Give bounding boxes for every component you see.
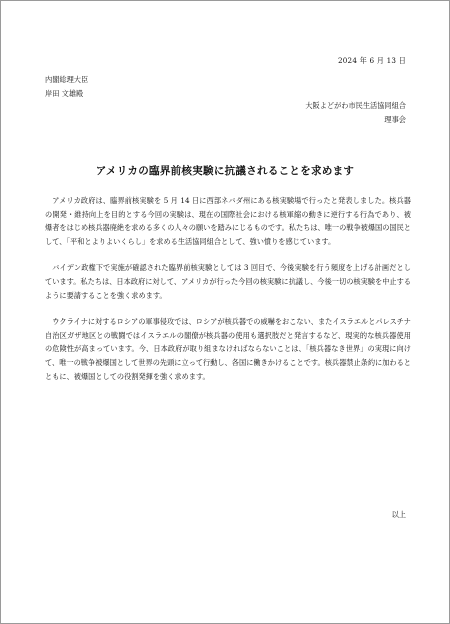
letter-date: 2024 年 6 月 13 日 bbox=[338, 56, 406, 65]
recipient-title: 内閣総理大臣 bbox=[45, 75, 89, 84]
sender-board: 理事会 bbox=[384, 115, 406, 124]
body-paragraph-2: バイデン政権下で実施が確認された臨界前核実験としては 3 回目で、今後実験を行う頻度を上げる計画だとしています。私たちは、日本政府に対して、アメリカが行った今回の核実験に抗議し、今後一切の核実験を中止するように要請することを強く求めます。 bbox=[45, 263, 411, 300]
recipient-name: 岸田 文雄殿 bbox=[45, 89, 84, 98]
sender-organization: 大阪よどがわ市民生活協同組合 bbox=[305, 101, 406, 110]
letter-body bbox=[45, 194, 411, 396]
letter-title: アメリカの臨界前核実験に抗議されることを求めます bbox=[95, 165, 355, 177]
letter-closing: 以上 bbox=[391, 510, 406, 519]
body-paragraph-1: アメリカ政府は、臨界前核実験を 5 月 14 日に西部ネバダ州にある核実験場で行ったと発表しました。核兵器の開発・維持向上を目的とする今回の実験は、現在の国際社会における核軍縮の動きに逆行する行為であり、被爆者をはじめ核兵器廃絶を求める多くの人々の願いを踏みにじるものです。私たちは、唯一の戦争被爆国の国民として、「平和とよりよいくらし」を求める生活協同組合として、強い憤りを感じています。 bbox=[45, 196, 411, 246]
recipient-block bbox=[45, 73, 88, 101]
sender-block bbox=[305, 99, 406, 127]
body-paragraph-3: ウクライナに対するロシアの軍事侵攻では、ロシアが核兵器での威嚇をおこない、またイスラエルとパレスチナ自治区ガザ地区との戦闘ではイスラエルの閣僚が核兵器の使用も選択肢だと発言するなど、現実的な核兵器使用の危険性が高まっています。今、日本政府が取り組まなければならないことは、「核兵器なき世界」の実現に向けて、唯一の戦争被爆国として世界の先頭に立って行動し、各国に働きかけることです。核兵器禁止条約に加わるとともに、被爆国としての役割発揮を強く求めます。 bbox=[45, 317, 411, 381]
